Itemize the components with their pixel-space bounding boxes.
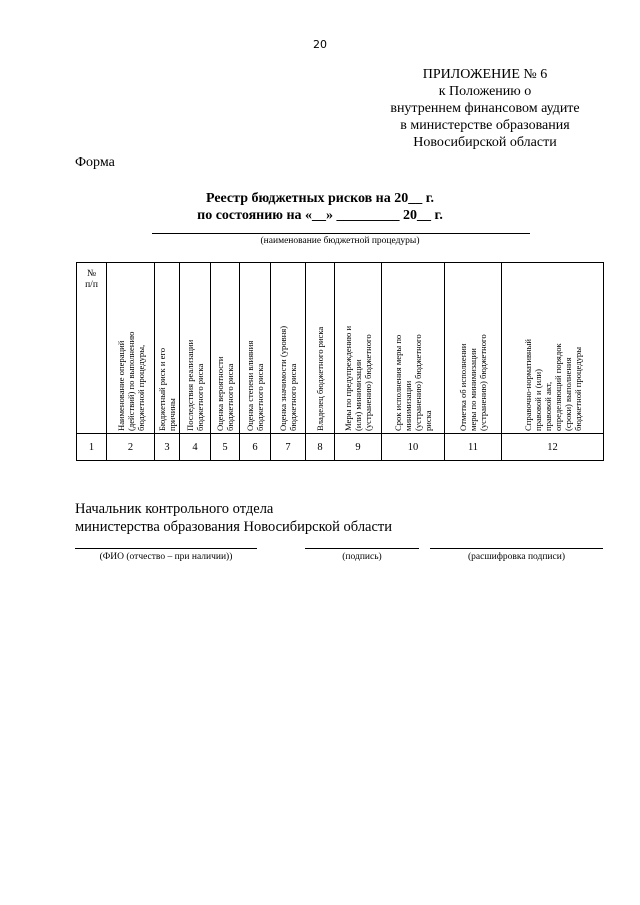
signature-caption: (подпись) bbox=[342, 552, 382, 562]
appendix-line: в министерстве образования bbox=[400, 118, 570, 133]
appendix-reference bbox=[360, 66, 610, 151]
header-cell bbox=[271, 263, 306, 434]
header-cell bbox=[306, 263, 335, 434]
header-cell bbox=[240, 263, 271, 434]
column-number: 10 bbox=[382, 434, 445, 461]
signer-line-2: министерства образования Новосибирской области bbox=[75, 519, 393, 535]
header-cell bbox=[155, 263, 180, 434]
column-number: 5 bbox=[211, 434, 240, 461]
header-cell bbox=[180, 263, 211, 434]
header-label: Оценка степени влияния бюджетного риска bbox=[245, 340, 265, 431]
decoding-line bbox=[430, 548, 603, 549]
header-cell bbox=[382, 263, 445, 434]
title-line-2: по состоянию на «__» _________ 20__ г. bbox=[197, 208, 443, 223]
risk-registry-table bbox=[76, 262, 604, 461]
appendix-line: Новосибирской области bbox=[413, 135, 557, 150]
column-number: 12 bbox=[502, 434, 604, 461]
column-number: 9 bbox=[335, 434, 382, 461]
decoding-caption: (расшифровка подписи) bbox=[468, 552, 565, 562]
appendix-line: ПРИЛОЖЕНИЕ № 6 bbox=[422, 67, 548, 82]
column-number: 2 bbox=[107, 434, 155, 461]
signer-line-1: Начальник контрольного отдела bbox=[75, 501, 274, 517]
procedure-caption: (наименование бюджетной процедуры) bbox=[260, 236, 420, 246]
column-number-row bbox=[77, 434, 604, 461]
form-label: Форма bbox=[75, 155, 115, 170]
table-header-row bbox=[77, 263, 604, 434]
page-number: 20 bbox=[313, 38, 327, 51]
header-label: Справочно-нормативный правовой и (или) правовой акт, определяющий порядок (сроки) выполнения бюджетной процедуры bbox=[522, 338, 583, 431]
header-cell-no bbox=[77, 263, 107, 434]
procedure-name-line bbox=[152, 233, 530, 234]
signature-line bbox=[305, 548, 419, 549]
header-cell bbox=[502, 263, 604, 434]
column-number: 7 bbox=[271, 434, 306, 461]
column-number: 6 bbox=[240, 434, 271, 461]
header-cell bbox=[335, 263, 382, 434]
column-number: 11 bbox=[445, 434, 502, 461]
header-label: Оценка значимости (уровня) бюджетного риска bbox=[278, 325, 298, 431]
header-label: Последствия реализации бюджетного риска bbox=[185, 339, 205, 431]
signer-position bbox=[75, 500, 392, 536]
header-label: Отметка об исполнении меры по минимизации (устранению) бюджетного bbox=[458, 334, 488, 431]
column-number: 8 bbox=[306, 434, 335, 461]
header-label: Оценка вероятности бюджетного риска bbox=[215, 356, 235, 431]
header-label: Наименование операций (действий) по выполнению бюджетной процедуры, bbox=[115, 331, 146, 431]
title-line-1: Реестр бюджетных рисков на 20__ г. bbox=[205, 191, 435, 206]
header-cell bbox=[107, 263, 155, 434]
header-label: Бюджетный риск и его причины bbox=[157, 347, 177, 431]
header-cell bbox=[211, 263, 240, 434]
fio-line bbox=[75, 548, 257, 549]
column-number: 3 bbox=[155, 434, 180, 461]
appendix-line: внутреннем финансовом аудите bbox=[390, 101, 580, 116]
header-label: Владелец бюджетного риска bbox=[315, 326, 325, 431]
header-label: Меры по предупреждению и (или) минимизации (устранению) бюджетного bbox=[343, 325, 373, 431]
header-cell bbox=[445, 263, 502, 434]
header-label: Срок исполнения меры по минимизации (устранению) бюджетного риска bbox=[393, 334, 433, 431]
column-number: 1 bbox=[77, 434, 107, 461]
appendix-line: к Положению о bbox=[438, 84, 532, 99]
document-title bbox=[0, 190, 640, 224]
fio-caption: (ФИО (отчество – при наличии)) bbox=[99, 552, 233, 562]
column-number: 4 bbox=[180, 434, 211, 461]
header-label: № п/п bbox=[85, 269, 98, 290]
